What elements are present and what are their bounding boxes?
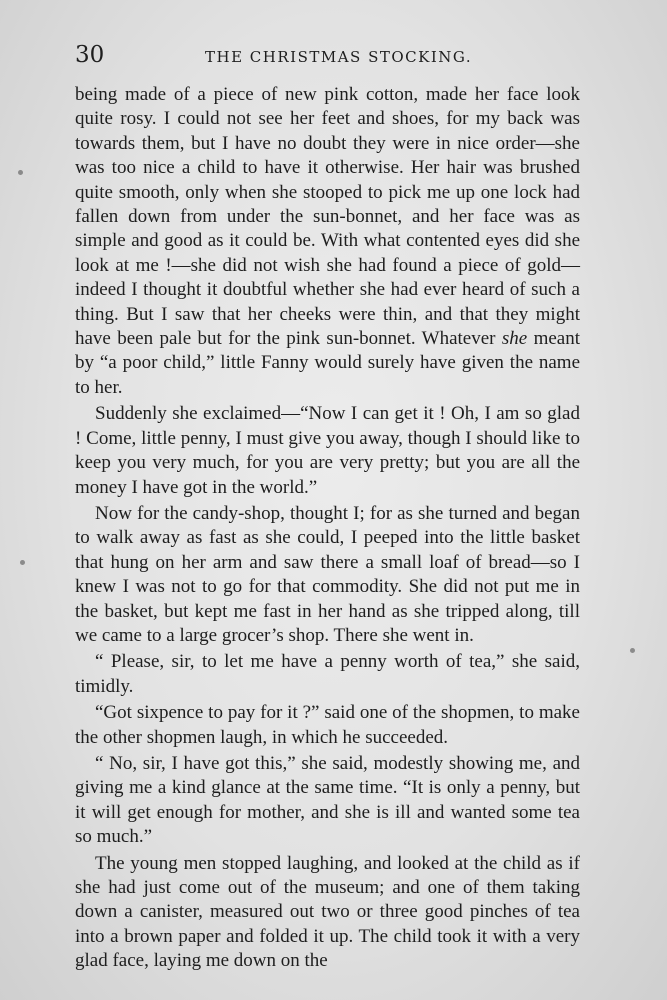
paragraph [75, 502, 580, 648]
paragraph [75, 852, 580, 974]
page-header [75, 40, 580, 70]
paper-spot [18, 170, 23, 175]
text-run: meant by “a poor child,” little Fanny would surely have given the name to her. [75, 328, 580, 398]
italic-text: she [501, 328, 528, 350]
paper-spot [20, 560, 25, 565]
text-run: “ No, sir, I have got this,” she said, modestly showing me, and giving me a kind glance at the same time. “It is only a penny, but it will get enough for mother, and she is ill and wanted some tea so much.” [75, 752, 580, 848]
paragraph [75, 83, 580, 400]
paper-spot [630, 648, 635, 653]
text-run: Now for the candy-shop, thought I; for as she turned and began to walk away as fast as she could, I peeped into the little basket that hung on her arm and saw there a small loaf of bread—so I knew I was not to go for that commodity. She did not put me in the basket, but kept me fast in her hand as she tripped along, till we came to a large grocer’s shop. There she went in. [75, 502, 580, 646]
text-run: Suddenly she exclaimed—“Now I can get it ! Oh, I am so glad ! Come, little penny, I must give you away, though I should like to keep you very much, for you are very pretty; but you are all the money I have got in the world.” [75, 403, 580, 498]
running-head: THE CHRISTMAS STOCKING. [205, 48, 473, 66]
text-run: being made of a piece of new pink cotton, made her face look quite rosy. I could not see her feet and shoes, for my back was towards them, but I have no doubt they were in nice order—she was too nice a child to have it otherwise. Her hair was brushed quite smooth, only when she stooped to pick me up one lock had fallen down from under the sun-bonnet, and her face was as simple and good as it could be. With what contented eyes did she look at me !—she did not wish she had found a piece of gold—indeed I thought it doubtful whether she had ever heard of such a thing. But I saw that her cheeks were thin, and that they might have been pale but for the pink sun-bonnet. Whatever [75, 84, 580, 350]
text-run: “ Please, sir, to let me have a penny worth of tea,” she said, timidly. [75, 651, 580, 697]
paragraph [75, 650, 580, 699]
page-number: 30 [75, 42, 105, 68]
paragraph [75, 701, 580, 750]
text-run: “Got sixpence to pay for it ?” said one of the shopmen, to make the other shopmen laugh, in which he succeeded. [75, 702, 580, 748]
paragraph [75, 752, 580, 850]
body-text [75, 83, 580, 974]
paragraph [75, 402, 580, 500]
text-run: The young men stopped laughing, and looked at the child as if she had just come out of the museum; and one of them taking down a canister, measured out two or three good pinches of tea into a brown paper and folded it up. The child took it with a very glad face, laying me down on the [75, 852, 580, 972]
